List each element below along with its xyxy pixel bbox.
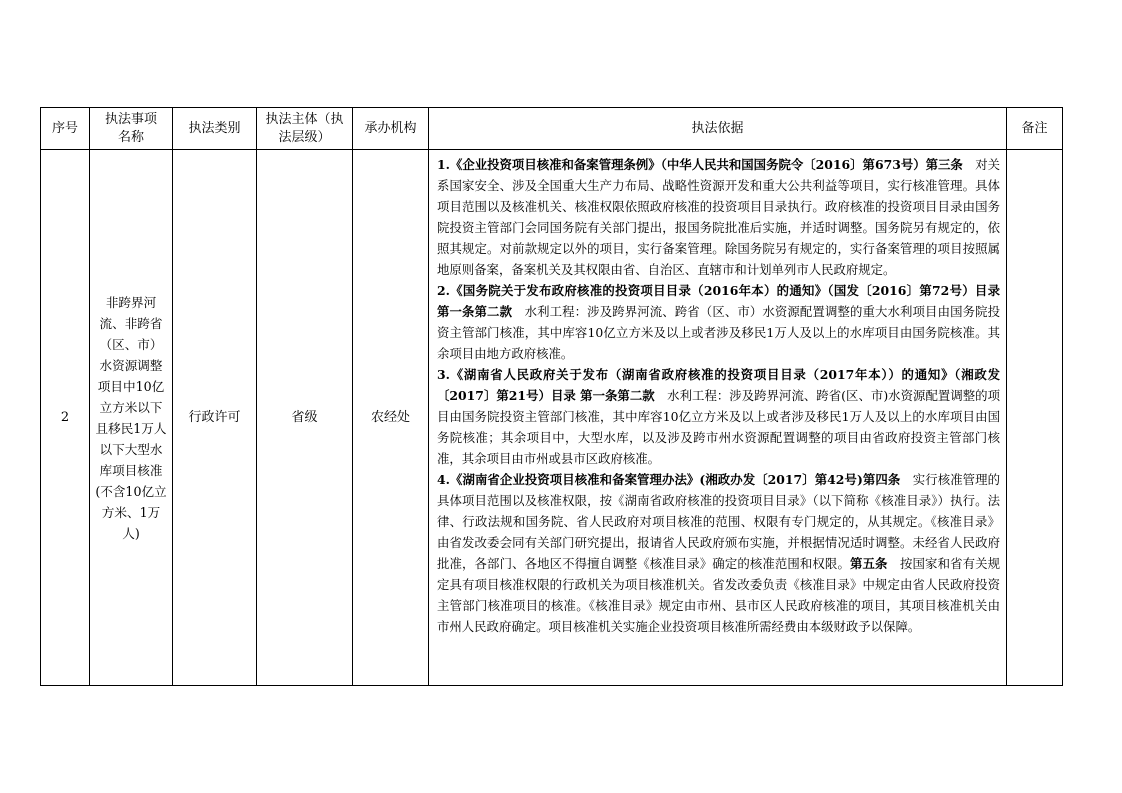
cell-remarks xyxy=(1007,150,1063,686)
basis-item-4-text2: 按国家和省有关规定具有项目核准权限的行政机关为项目核准机关。省发改委负责《核准目录》中规定由省人民政府投资主管部门核准项目的核准。《核准目录》规定由市州、县市区人民政府核准的项目，其项目核准机关由市州人民政府确定。项目核准机关实施企业投资项目核准所需经费由本级财政予以保障。 xyxy=(437,556,1001,634)
basis-item-2-title: 2.《国务院关于发布政府核准的投资项目目录（2016年本）的通知》（国发〔2016〕第72号）目录 第一条第二款 xyxy=(437,283,1000,319)
basis-item-4-title2: 第五条 xyxy=(849,556,888,571)
header-item-name-text: 执法事项名称 xyxy=(104,111,157,145)
cell-item-name: 非跨界河流、非跨省（区、市）水资源调整项目中10亿立方米以下且移民1万人以下大型水库项目核准(不含10亿立方米、1万人) xyxy=(90,150,173,686)
header-subject-text: 执法主体（执法层级） xyxy=(265,111,344,145)
header-remarks: 备注 xyxy=(1007,108,1063,150)
basis-item-4 xyxy=(437,469,1000,637)
basis-item-1-text: 对关系国家安全、涉及全国重大生产力布局、战略性资源开发和重大公共利益等项目，实行核准管理。具体项目范围以及核准机关、核准权限依照政府核准的投资项目目录执行。政府核准的投资项目目录由国务院投资主管部门会同国务院有关部门提出，报国务院批准后实施，并适时调整。国务院另有规定的，依照其规定。对前款规定以外的项目，实行备案管理。除国务院另有规定的，实行备案管理的项目按照属地原则备案，备案机关及其权限由省、自治区、直辖市和计划单列市人民政府规定。 xyxy=(437,157,1000,277)
header-agency: 承办机构 xyxy=(353,108,429,150)
basis-item-1 xyxy=(437,154,1000,280)
header-category: 执法类别 xyxy=(173,108,257,150)
header-seq: 序号 xyxy=(41,108,90,150)
header-row xyxy=(41,108,1063,150)
basis-item-4-text: 实行核准管理的具体项目范围以及核准权限，按《湖南省政府核准的投资项目目录》（以下简称《核准目录》）执行。法律、行政法规和国务院、省人民政府对项目核准的范围、权限有专门规定的，从其规定。《核准目录》由省发改委会同有关部门研究提出，报请省人民政府颁布实施，并根据情况适时调整。未经省人民政府批准，各部门、各地区不得擅自调整《核准目录》确定的核准范围和权限。 xyxy=(437,472,1001,571)
basis-item-3-text: 水利工程：涉及跨界河流、跨省(区、市)水资源配置调整的项目由国务院投资主管部门核准，其中库容10亿立方米及以上或者涉及移民1万人及以上的水库项目由国务院核准；其余项目中，大型水库，以及涉及跨市州水资源配置调整的项目由省政府投资主管部门核准，其余项目由市州或县市区政府核准。 xyxy=(437,388,1001,466)
header-basis: 执法依据 xyxy=(429,108,1007,150)
table-row xyxy=(41,150,1063,686)
header-subject xyxy=(257,108,353,150)
basis-item-2 xyxy=(437,280,1000,364)
basis-item-1-title: 1.《企业投资项目核准和备案管理条例》（中华人民共和国国务院令〔2016〕第673号）第三条 xyxy=(437,157,963,172)
cell-seq: 2 xyxy=(41,150,90,686)
cell-subject: 省级 xyxy=(257,150,353,686)
basis-item-3 xyxy=(437,364,1000,469)
cell-basis xyxy=(429,150,1007,686)
header-item-name xyxy=(90,108,173,150)
cell-category: 行政许可 xyxy=(173,150,257,686)
basis-item-2-text: 水利工程：涉及跨界河流、跨省（区、市）水资源配置调整的重大水利项目由国务院投资主管部门核准，其中库容10亿立方米及以上或者涉及移民1万人及以上的水库项目由国务院核准。其余项目由地方政府核准。 xyxy=(437,304,1001,361)
law-enforcement-table xyxy=(40,107,1063,686)
basis-item-4-title: 4.《湖南省企业投资项目核准和备案管理办法》(湘政办发〔2017〕第42号)第四条 xyxy=(437,472,901,487)
basis-item-3-title: 3.《湖南省人民政府关于发布（湖南省政府核准的投资项目目录（2017年本））的通知》（湘政发〔2017〕第21号）目录 第一条第二款 xyxy=(437,367,1000,403)
cell-agency: 农经处 xyxy=(353,150,429,686)
